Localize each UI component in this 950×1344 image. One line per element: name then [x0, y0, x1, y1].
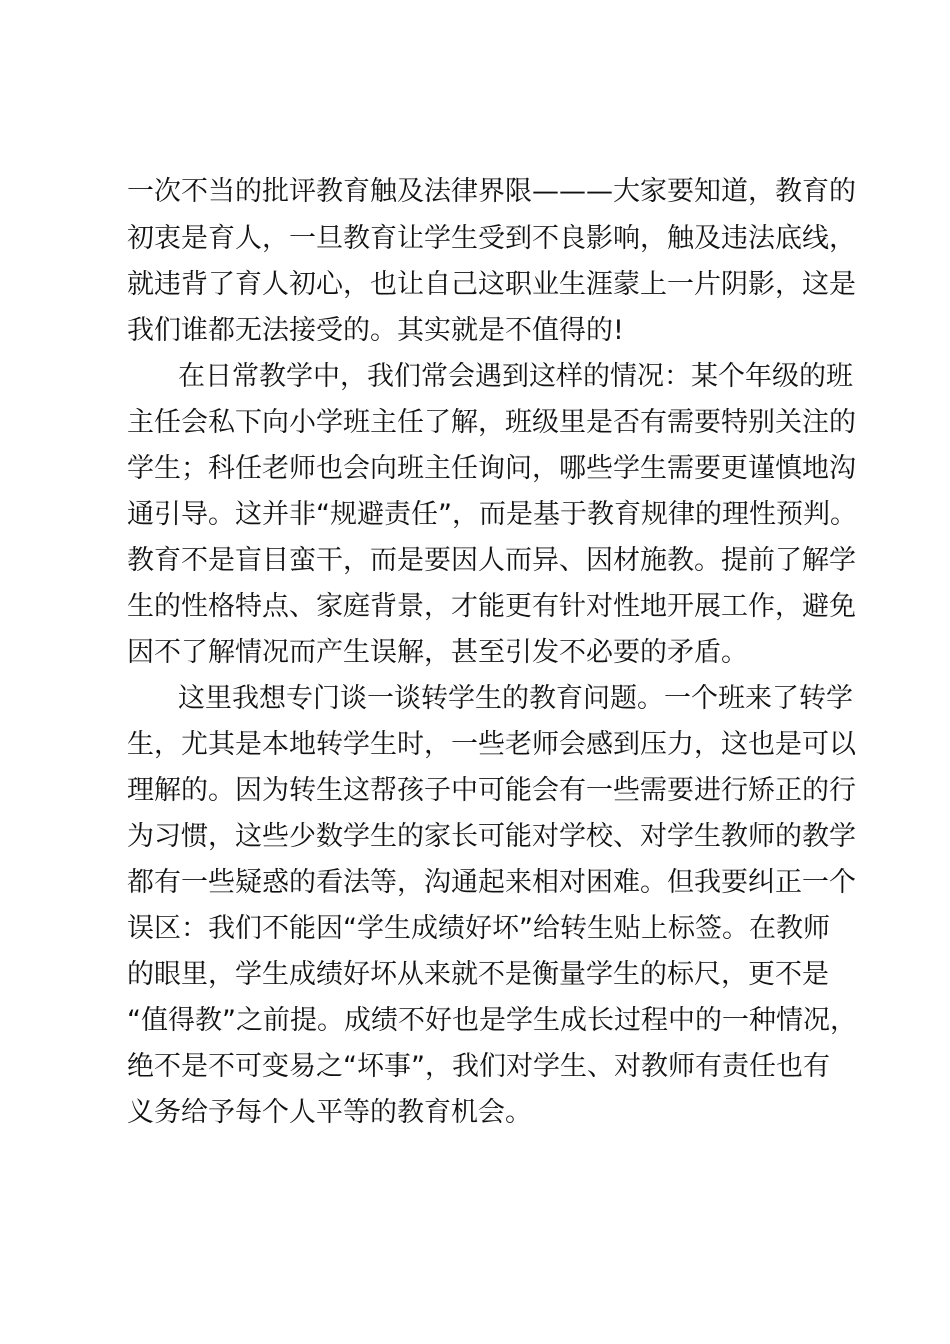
text-line: 因不了解情况而产生误解，甚至引发不必要的矛盾。: [127, 637, 748, 668]
text-line: 我们谁都无法接受的。其实就是不值得的!: [127, 315, 624, 346]
text-line: 一次不当的批评教育触及法律界限———大家要知道，教育的: [127, 176, 856, 207]
text-line: 理解的。因为转生这帮孩子中可能会有一些需要进行矫正的行: [127, 775, 856, 806]
text-line: 学生；科任老师也会向班主任询问，哪些学生需要更谨慎地沟: [127, 453, 856, 484]
text-line: 通引导。这并非“规避责任”，而是基于教育规律的理性预判。: [127, 499, 857, 530]
text-line: 都有一些疑惑的看法等，沟通起来相对困难。但我要纠正一个: [127, 867, 856, 898]
text-line: 教育不是盲目蛮干，而是要因人而异、因材施教。提前了解学: [127, 545, 856, 576]
paragraph-first-line: 这里我想专门谈一谈转学生的教育问题。一个班来了转学: [178, 683, 853, 714]
text-line: 生的性格特点、家庭背景，才能更有针对性地开展工作，避免: [127, 591, 856, 622]
text-line: 的眼里，学生成绩好坏从来就不是衡量学生的标尺，更不是: [127, 959, 829, 990]
text-line: 就违背了育人初心，也让自己这职业生涯蒙上一片阴影，这是: [127, 269, 856, 300]
text-line: 义务给予每个人平等的教育机会。: [127, 1097, 532, 1128]
text-line: 误区：我们不能因“学生成绩好坏”给转生贴上标签。在教师: [127, 913, 830, 944]
text-line: 初衷是育人，一旦教育让学生受到不良影响，触及违法底线，: [127, 223, 856, 254]
paragraph-first-line: 在日常教学中，我们常会遇到这样的情况：某个年级的班: [178, 361, 853, 392]
text-line: 绝不是不可变易之“坏事”，我们对学生、对教师有责任也有: [127, 1051, 830, 1082]
text-line: 为习惯，这些少数学生的家长可能对学校、对学生教师的教学: [127, 821, 856, 852]
text-line: 主任会私下向小学班主任了解，班级里是否有需要特别关注的: [127, 407, 856, 438]
text-line: “值得教”之前提。成绩不好也是学生成长过程中的一种情况，: [127, 1005, 857, 1036]
text-line: 生，尤其是本地转学生时，一些老师会感到压力，这也是可以: [127, 729, 856, 760]
